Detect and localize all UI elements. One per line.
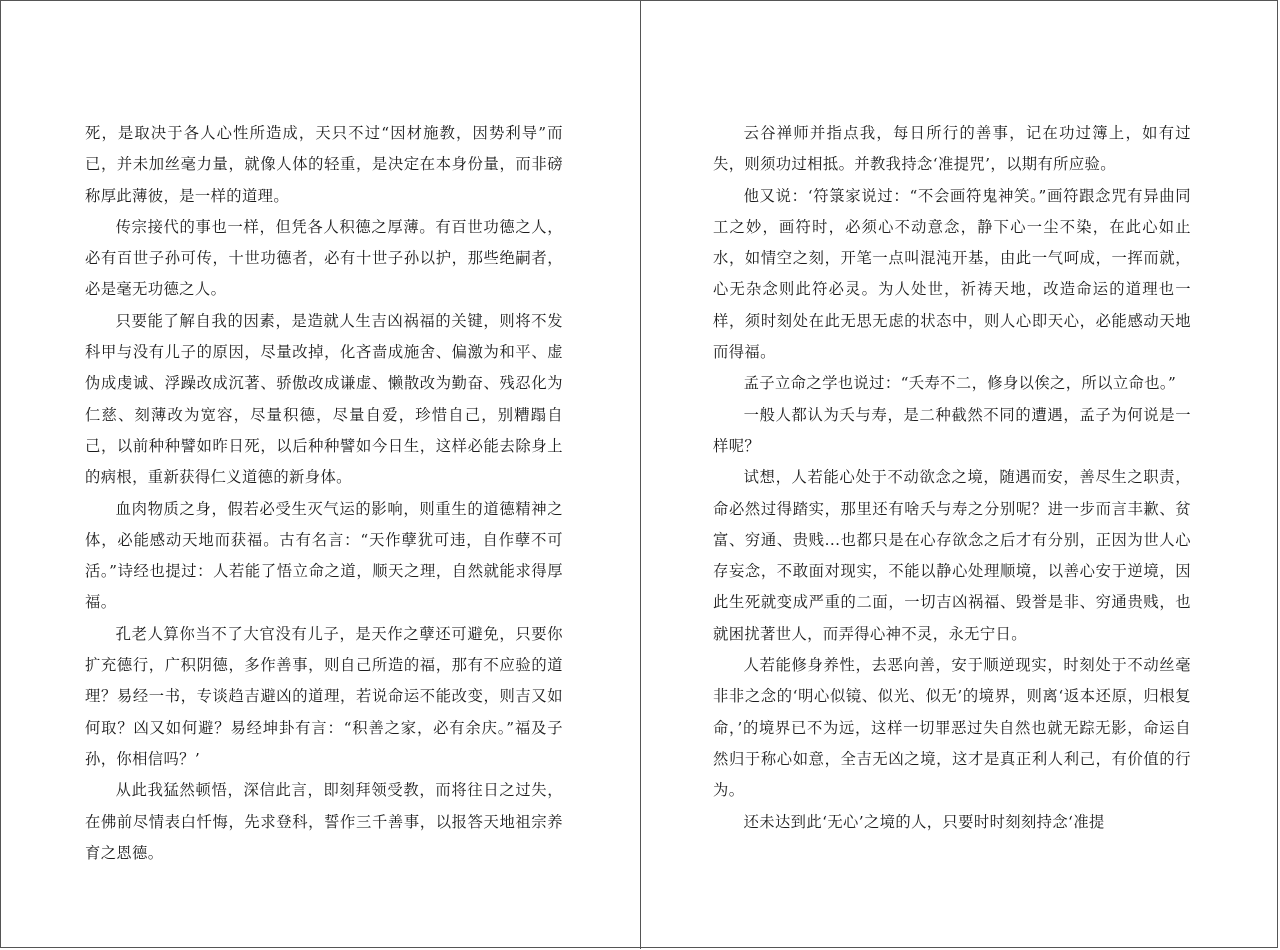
paragraph: 孟子立命之学也说过：“夭寿不二，修身以俟之，所以立命也。” (743, 374, 1177, 393)
paragraph: 人若能修身养性，去恶向善，安于顺逆现实，时刻处于不动丝毫非非之念的‘明心似镜、似光、似无’的境界，则离‘返本还原，归根复命，’的境界已不为远，这样一切罪恶过失自然也就无踪无影，命运自然归于称心如意，全吉无凶之境，这才是真正利人利己，有价值的行为。 (713, 656, 1191, 800)
paragraph: 血肉物质之身，假若必受生灭气运的影响，则重生的道德精神之体，必能感动天地而获福。古有名言：“天作孽犹可违，自作孽不可活。”诗经也提过：人若能了悟立命之道，顺天之理，自然就能求得厚福。 (85, 499, 563, 612)
paragraph: 云谷禅师并指点我，每日所行的善事，记在功过簿上，如有过失，则须功过相抵。并教我持念‘准提咒’，以期有所应验。 (713, 124, 1191, 174)
right-page-text (713, 118, 1191, 838)
page-fold-line (640, 1, 641, 949)
paragraph: 死，是取决于各人心性所造成，天只不过“因材施教，因势利导”而已，并未加丝毫力量，就像人体的轻重，是决定在本身份量，而非磅称厚此薄彼，是一样的道理。 (85, 124, 563, 205)
paragraph: 传宗接代的事也一样，但凭各人积德之厚薄。有百世功德之人，必有百世子孙可传，十世功德者，必有十世子孙以护，那些绝嗣者，必是毫无功德之人。 (85, 217, 563, 299)
paragraph: 只要能了解自我的因素，是造就人生吉凶祸福的关键，则将不发科甲与没有儿子的原因，尽量改掉，化吝啬成施舍、偏激为和平、虚伪成虔诚、浮躁改成沉著、骄傲改成谦虚、懒散改为勤奋、残忍化为仁慈、刻薄改为宽容，尽量积德，尽量自爱，珍惜自己，别糟蹋自己，以前种种譬如昨日死，以后种种譬如今日生，这样必能去除身上的病根，重新获得仁义道德的新身体。 (85, 311, 563, 487)
paragraph: 他又说：‘符箓家说过：“不会画符鬼神笑。”画符跟念咒有异曲同工之妙，画符时，必须心不动意念，静下心一尘不染，在此心如止水，如情空之刻，开笔一点叫混沌开基，由此一气呵成，一挥而就，心无杂念则此符必灵。为人处世，祈祷天地，改造命运的道理也一样，须时刻处在此无思无虑的状态中，则人心即天心，必能感动天地而得福。 (713, 186, 1191, 362)
paragraph: 孔老人算你当不了大官没有儿子，是天作之孽还可避免，只要你扩充德行，广积阴德，多作善事，则自己所造的福，那有不应验的道理？易经一书，专谈趋吉避凶的道理，若说命运不能改变，则吉又如何取？凶又如何避？易经坤卦有言：“积善之家，必有余庆。”福及子孙，你相信吗？’ (85, 624, 563, 768)
paragraph: 试想，人若能心处于不动欲念之境，随遇而安，善尽生之职责，命必然过得踏实，那里还有啥夭与寿之分别呢？进一步而言丰歉、贫富、穷通、贵贱...也都只是在心存欲念之后才有分别，正因为世人心存妄念，不敢面对现实，不能以静心处理顺境，以善心安于逆境，因此生死就变成严重的二面，一切吉凶祸福、毁誉是非、穷通贵贱，也就困扰著世人，而弄得心神不灵，永无宁日。 (713, 468, 1191, 643)
paragraph: 从此我猛然顿悟，深信此言，即刻拜领受教，而将往日之过失，在佛前尽情表白忏悔，先求登科，誓作三千善事，以报答天地祖宗养育之恩德。 (85, 781, 563, 862)
paragraph: 还未达到此‘无心’之境的人，只要时时刻刻持念‘准提 (743, 812, 1105, 831)
left-page-text (85, 118, 563, 869)
paragraph: 一般人都认为夭与寿，是二种截然不同的遭遇，孟子为何说是一样呢？ (713, 405, 1191, 455)
